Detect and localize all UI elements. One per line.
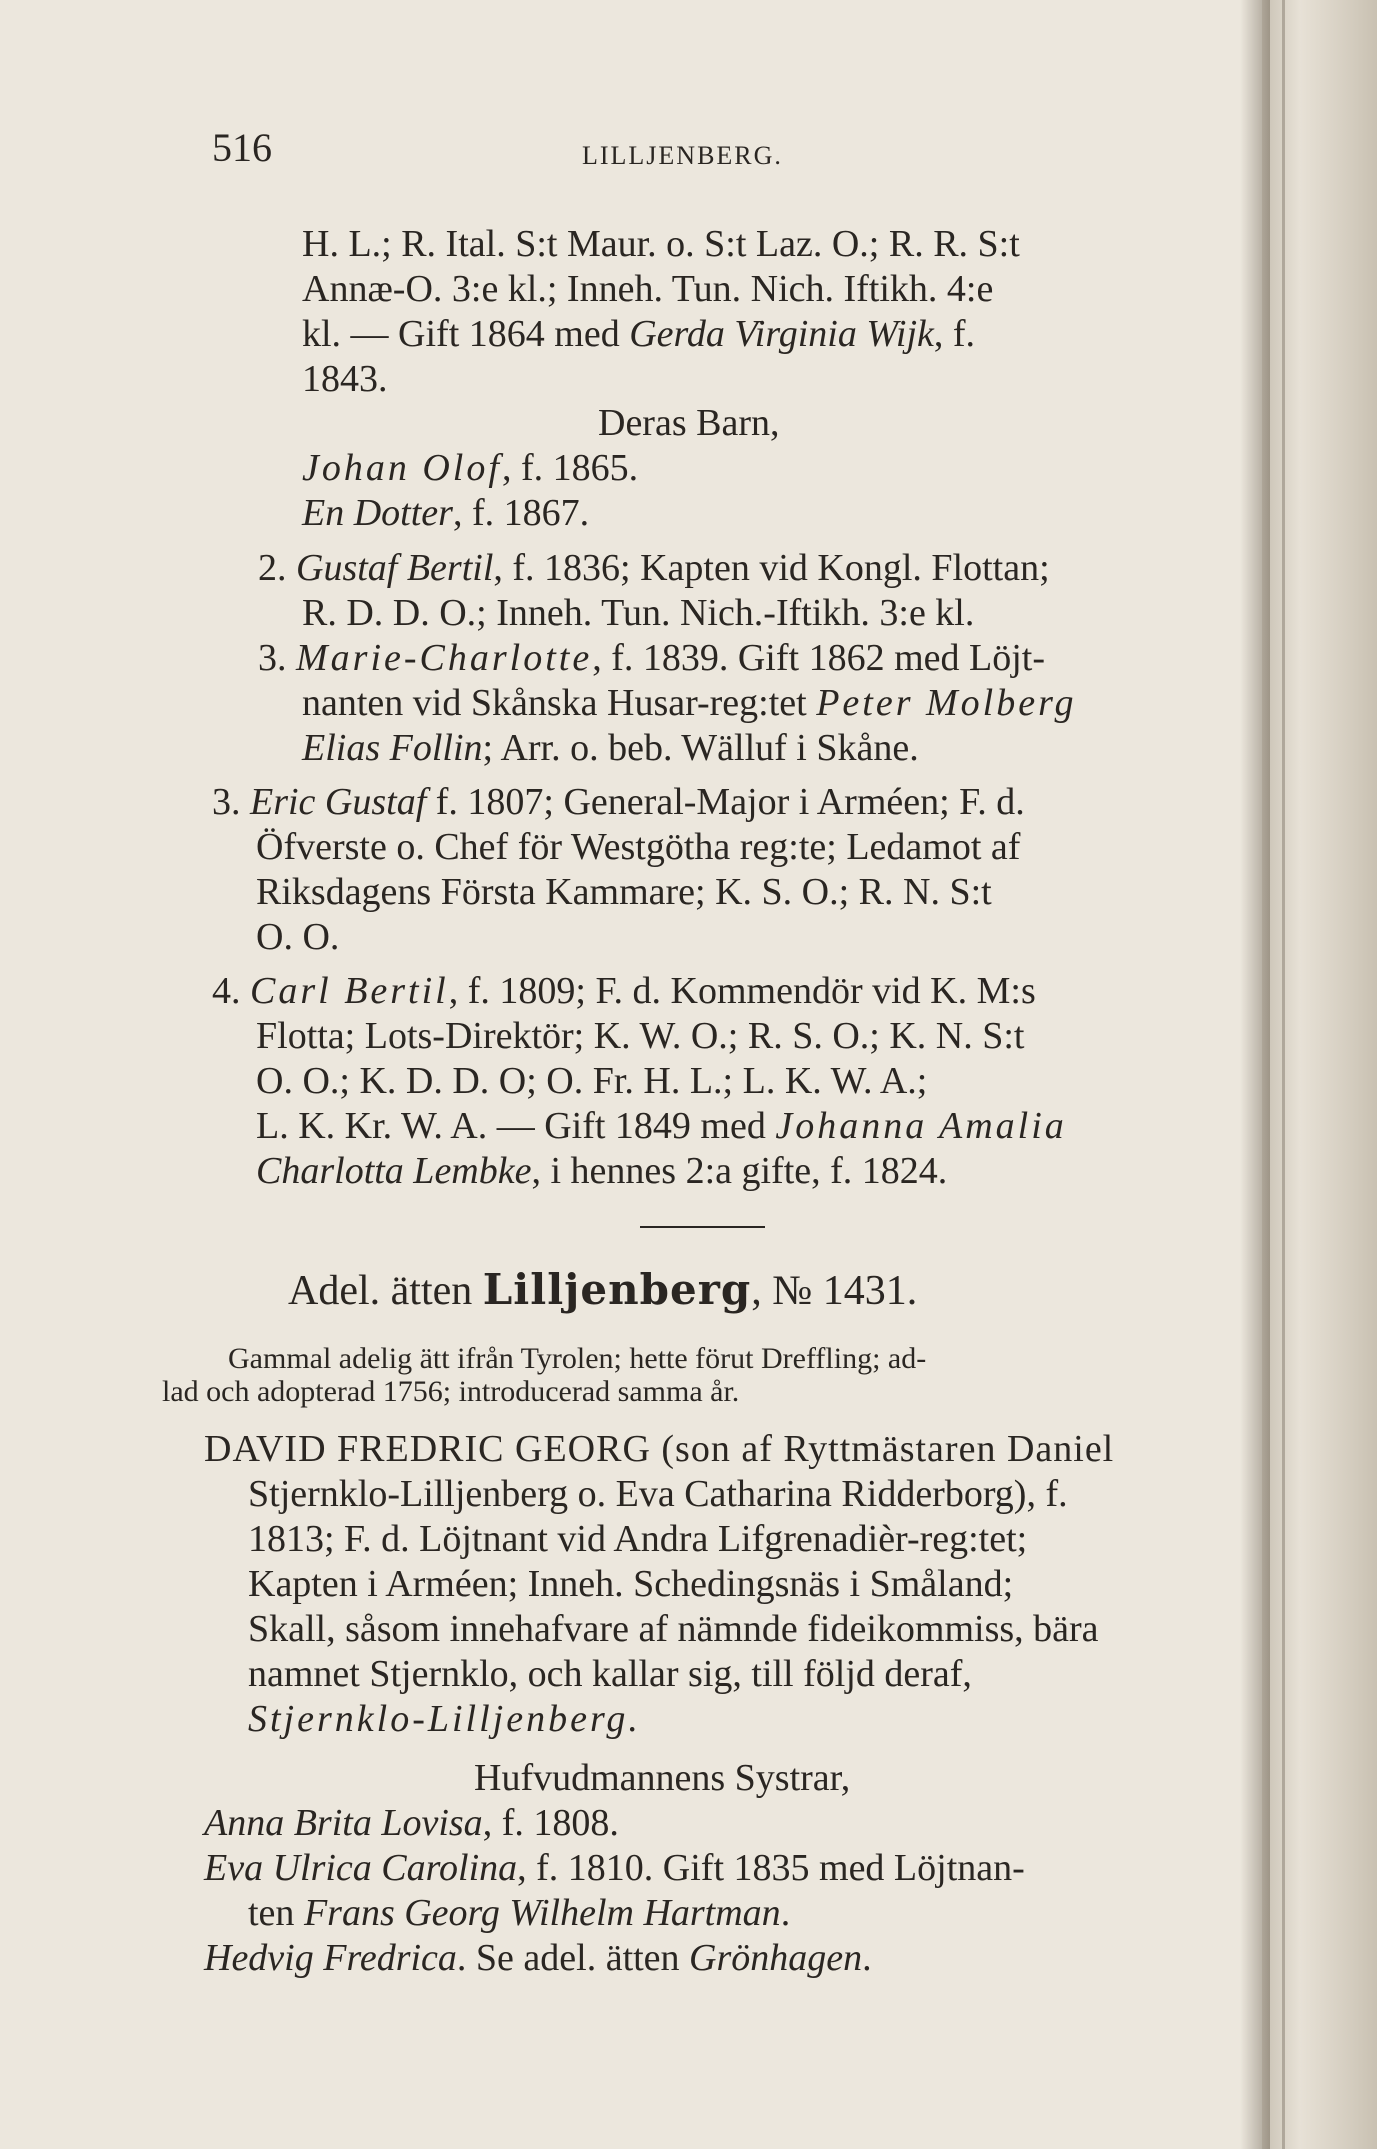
page-number: 516 bbox=[212, 125, 272, 170]
text-line: Annæ-O. 3:e kl.; Inneh. Tun. Nich. Iftikh. 4:e bbox=[302, 268, 994, 310]
family-name: Lilljenberg bbox=[482, 1265, 752, 1314]
page-edge bbox=[1270, 0, 1377, 2149]
spouse-name: Johanna Amalia bbox=[775, 1105, 1067, 1147]
text-line: namnet Stjernklo, och kallar sig, till följd deraf, bbox=[248, 1653, 972, 1695]
intro-line: Gammal adelig ätt ifrån Tyrolen; hette förut Dreffling; ad- bbox=[228, 1342, 927, 1375]
text-line: R. D. D. O.; Inneh. Tun. Nich.-Iftikh. 3:e kl. bbox=[302, 592, 975, 634]
intro-line: lad och adopterad 1756; introducerad samma år. bbox=[162, 1375, 740, 1408]
spouse-name: Peter Molberg bbox=[816, 682, 1077, 724]
subheading-sisters: Hufvudmannens Systrar, bbox=[474, 1757, 851, 1799]
gutter-shadow bbox=[1240, 0, 1270, 2149]
spouse-name: Gerda Virginia Wijk bbox=[629, 313, 934, 355]
text-line: DAVID FREDRIC GEORG (son af Ryttmästaren Daniel bbox=[204, 1428, 1115, 1470]
spouse-name: Charlotta Lembke bbox=[256, 1150, 532, 1192]
text-line: En Dotter, f. 1867. bbox=[302, 492, 590, 534]
page-edge-line bbox=[1282, 0, 1285, 2149]
text-line: Anna Brita Lovisa, f. 1808. bbox=[204, 1802, 619, 1844]
spouse-name: Elias Follin bbox=[302, 727, 483, 769]
text-line: O. O. bbox=[256, 916, 340, 958]
text-line: 1843. bbox=[302, 358, 388, 400]
person-name: Carl Bertil bbox=[250, 970, 449, 1012]
text-line: Skall, såsom innehafvare af nämnde fideikommiss, bära bbox=[248, 1608, 1099, 1650]
text-line: 2. Gustaf Bertil, f. 1836; Kapten vid Kongl. Flottan; bbox=[258, 547, 1050, 589]
running-title: LILLJENBERG. bbox=[582, 141, 783, 170]
text-line: Kapten i Arméen; Inneh. Schedingsnäs i Småland; bbox=[248, 1563, 1014, 1605]
person-name: Anna Brita Lovisa bbox=[204, 1802, 483, 1844]
person-name: Eva Ulrica Carolina bbox=[204, 1847, 518, 1889]
person-name: Marie-Charlotte bbox=[296, 637, 593, 679]
child-name: Johan Olof bbox=[302, 447, 502, 489]
section-divider bbox=[640, 1226, 765, 1228]
subheading-children: Deras Barn, bbox=[598, 402, 780, 444]
text-line: Johan Olof, f. 1865. bbox=[302, 447, 639, 489]
text-line: Riksdagens Första Kammare; K. S. O.; R. N. S:t bbox=[256, 871, 992, 913]
text-line: L. K. Kr. W. A. — Gift 1849 med Johanna Amalia bbox=[256, 1105, 1067, 1147]
text-line: Stjernklo-Lilljenberg o. Eva Catharina Ridderborg), f. bbox=[248, 1473, 1068, 1515]
text-line: Elias Follin; Arr. o. beb. Wälluf i Skåne. bbox=[302, 727, 919, 769]
text-line: Öfverste o. Chef för Westgötha reg:te; Ledamot af bbox=[256, 826, 1021, 868]
text-line: Eva Ulrica Carolina, f. 1810. Gift 1835 med Löjtnan- bbox=[204, 1847, 1025, 1889]
text-line: ten Frans Georg Wilhelm Hartman. bbox=[248, 1892, 791, 1934]
text-line: Stjernklo-Lilljenberg. bbox=[248, 1698, 641, 1740]
text-line: kl. — Gift 1864 med Gerda Virginia Wijk, f. bbox=[302, 313, 976, 355]
person-name: Eric Gustaf bbox=[250, 781, 427, 823]
person-name: Hedvig Fredrica bbox=[204, 1937, 457, 1979]
text-line: H. L.; R. Ital. S:t Maur. o. S:t Laz. O.; R. R. S:t bbox=[302, 223, 1020, 265]
family-reference: Grönhagen bbox=[689, 1937, 863, 1979]
spouse-name: Frans Georg Wilhelm Hartman bbox=[303, 1892, 781, 1934]
text-line: 3. Marie-Charlotte, f. 1839. Gift 1862 med Löjt- bbox=[258, 637, 1045, 679]
text-line: O. O.; K. D. D. O; O. Fr. H. L.; L. K. W. A.; bbox=[256, 1060, 928, 1102]
person-name: Gustaf Bertil bbox=[296, 547, 494, 589]
family-heading: Adel. ätten Lilljenberg, № 1431. bbox=[288, 1265, 918, 1314]
text-line: Charlotta Lembke, i hennes 2:a gifte, f. 1824. bbox=[256, 1150, 948, 1192]
text-line: Hedvig Fredrica. Se adel. ätten Grönhagen. bbox=[204, 1937, 872, 1979]
text-line: 1813; F. d. Löjtnant vid Andra Lifgrenadièr-reg:tet; bbox=[248, 1518, 1028, 1560]
child-name: En Dotter bbox=[302, 492, 453, 534]
text-line: nanten vid Skånska Husar-reg:tet Peter Molberg bbox=[302, 682, 1077, 724]
text-line: 4. Carl Bertil, f. 1809; F. d. Kommendör vid K. M:s bbox=[212, 970, 1036, 1012]
text-line: Flotta; Lots-Direktör; K. W. O.; R. S. O.; K. N. S:t bbox=[256, 1015, 1025, 1057]
text-line: 3. Eric Gustaf f. 1807; General-Major i Arméen; F. d. bbox=[212, 781, 1025, 823]
